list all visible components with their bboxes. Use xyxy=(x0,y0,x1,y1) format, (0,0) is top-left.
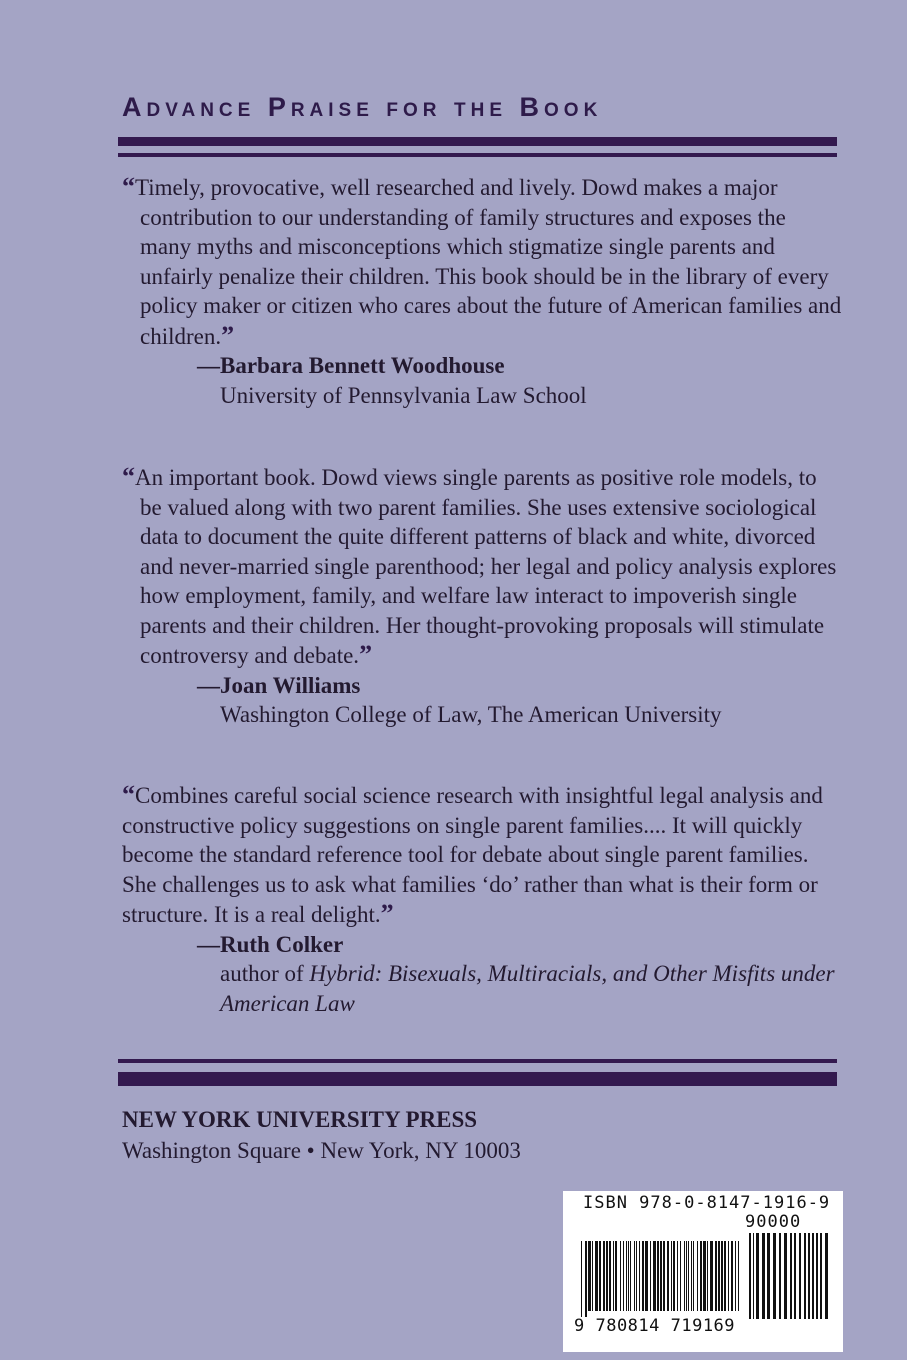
barcode-bar xyxy=(697,1241,698,1311)
close-quote-mark: ” xyxy=(221,320,235,350)
barcode-bar xyxy=(626,1241,627,1311)
addon-bar xyxy=(808,1233,810,1319)
barcode-bar xyxy=(653,1241,656,1311)
barcode-bar xyxy=(642,1241,644,1311)
barcode-bar xyxy=(639,1241,640,1311)
addon-bar xyxy=(820,1233,822,1319)
barcode-bar xyxy=(620,1241,621,1311)
barcode-bar xyxy=(634,1241,635,1311)
close-quote-mark: ” xyxy=(359,640,373,669)
barcode-bar xyxy=(606,1241,608,1311)
publisher-block xyxy=(122,1104,622,1166)
publisher-name: NEW YORK UNIVERSITY PRESS xyxy=(122,1107,478,1132)
barcode-bar xyxy=(630,1241,631,1311)
addon-bar xyxy=(753,1233,754,1319)
barcode-bar xyxy=(710,1241,713,1311)
barcode-bar xyxy=(581,1241,582,1317)
barcode-bar xyxy=(686,1241,687,1311)
barcode-bar xyxy=(677,1241,678,1311)
barcode-bar xyxy=(728,1241,729,1311)
bottom-rule-thick xyxy=(118,1072,837,1086)
addon-bar xyxy=(794,1233,796,1319)
barcode-bar xyxy=(724,1241,726,1311)
addon-bar xyxy=(825,1233,828,1319)
barcode-bar xyxy=(707,1241,708,1311)
addon-bar xyxy=(779,1233,781,1319)
barcode-bar xyxy=(603,1241,605,1311)
addon-bar xyxy=(790,1233,792,1319)
publisher-address: Washington Square • New York, NY 10003 xyxy=(122,1138,521,1163)
quote-author: —Barbara Bennett Woodhouse xyxy=(197,353,505,378)
quote-text: Combines careful social science research with insightful legal analysis and constructive policy suggestions on single parent families.... It will quickly become the standard reference tool for debate about single parent families. She challenges us to ask what families ‘do’ rather than what is their form or structure. It is a real delight. xyxy=(122,783,823,927)
barcode-bar xyxy=(592,1241,593,1311)
addon-bar xyxy=(773,1233,776,1319)
quote-author: —Joan Williams xyxy=(197,672,361,698)
barcode-bar xyxy=(588,1241,591,1311)
ean-number: 9 780814 719169 xyxy=(574,1316,736,1336)
praise-quote-2 xyxy=(122,462,842,730)
barcode-bar xyxy=(660,1241,662,1311)
barcode-bar xyxy=(691,1241,692,1311)
barcode-bar xyxy=(599,1241,601,1311)
barcode-bar xyxy=(721,1241,723,1311)
barcode-bar xyxy=(673,1241,675,1311)
barcode-bar xyxy=(595,1241,598,1311)
quote-author: —Ruth Colker xyxy=(197,931,344,957)
barcode-bar xyxy=(663,1241,665,1311)
barcode-bar xyxy=(657,1241,659,1311)
bottom-rule-thin xyxy=(118,1059,837,1063)
praise-quote-3 xyxy=(122,780,842,1018)
barcode-bar xyxy=(718,1241,720,1311)
quote-affiliation xyxy=(220,959,842,1018)
open-quote-mark: “ xyxy=(122,780,135,809)
addon-bar xyxy=(804,1233,806,1319)
isbn-number: ISBN 978-0-8147-1916-9 xyxy=(583,1193,831,1213)
close-quote-mark: ” xyxy=(380,899,394,928)
praise-quote-1 xyxy=(122,172,842,410)
top-rule-thin xyxy=(118,153,837,157)
addon-bar xyxy=(756,1233,759,1319)
addon-bar xyxy=(767,1233,770,1319)
affiliation-prefix: author of xyxy=(220,961,310,986)
addon-bar xyxy=(784,1233,787,1319)
top-rule-thick xyxy=(118,137,837,146)
barcode-bar xyxy=(703,1241,706,1311)
barcode-bar xyxy=(609,1241,611,1311)
barcode-bar xyxy=(738,1241,739,1311)
barcode-bar xyxy=(645,1241,648,1311)
addon-bar xyxy=(749,1233,751,1319)
section-heading: Advance Praise for the Book xyxy=(122,92,603,122)
barcode-bar xyxy=(700,1241,702,1311)
barcode-bar xyxy=(636,1241,637,1311)
barcode-bar xyxy=(585,1241,587,1317)
barcode-bar xyxy=(628,1241,629,1311)
addon-bar xyxy=(762,1233,765,1319)
barcode-bar xyxy=(671,1241,672,1311)
open-quote-mark: “ xyxy=(122,172,135,201)
barcode-bar xyxy=(715,1241,717,1311)
barcode-bar xyxy=(623,1241,624,1311)
addon-bar xyxy=(812,1233,814,1319)
addon-bar xyxy=(816,1233,818,1319)
quote-affiliation: Washington College of Law, The American University xyxy=(220,702,722,727)
addon-bar xyxy=(799,1233,801,1319)
quote-affiliation: University of Pennsylvania Law School xyxy=(220,382,587,408)
barcode-bar xyxy=(688,1241,689,1311)
barcode-bar xyxy=(613,1241,614,1311)
quote-text: An important book. Dowd views single parents as positive role models, to be valued along with two parent families. She uses extensive sociological data to document the quite different patterns of black and white, divorced and never-married single parenthood; her legal and policy analysis explores how employment, family, and welfare law interact to impoverish single parents and their children. Her thought-provoking proposals will stimulate controversy and debate. xyxy=(135,465,837,668)
quote-text: Timely, provocative, well researched and lively. Dowd makes a major contribution to our understanding of family structures and exposes the many myths and misconceptions which stigmatize single parents and unfairly penalize their children. This book should be in the library of every policy maker or citizen who cares about the future of American families and children. xyxy=(135,175,842,349)
barcode-bar xyxy=(735,1241,736,1311)
barcode-bar xyxy=(615,1241,617,1311)
barcode-bar xyxy=(731,1241,733,1311)
barcode-bar xyxy=(693,1241,694,1311)
open-quote-mark: “ xyxy=(122,462,135,491)
barcode-bar xyxy=(650,1241,651,1311)
barcode-bar xyxy=(684,1241,685,1311)
book-title: Hybrid: Bisexuals, Multiracials, and Other Misfits under American Law xyxy=(220,961,835,1016)
price-code: 90000 xyxy=(745,1212,802,1232)
barcode-bar xyxy=(680,1241,681,1311)
barcode-bar xyxy=(667,1241,669,1311)
